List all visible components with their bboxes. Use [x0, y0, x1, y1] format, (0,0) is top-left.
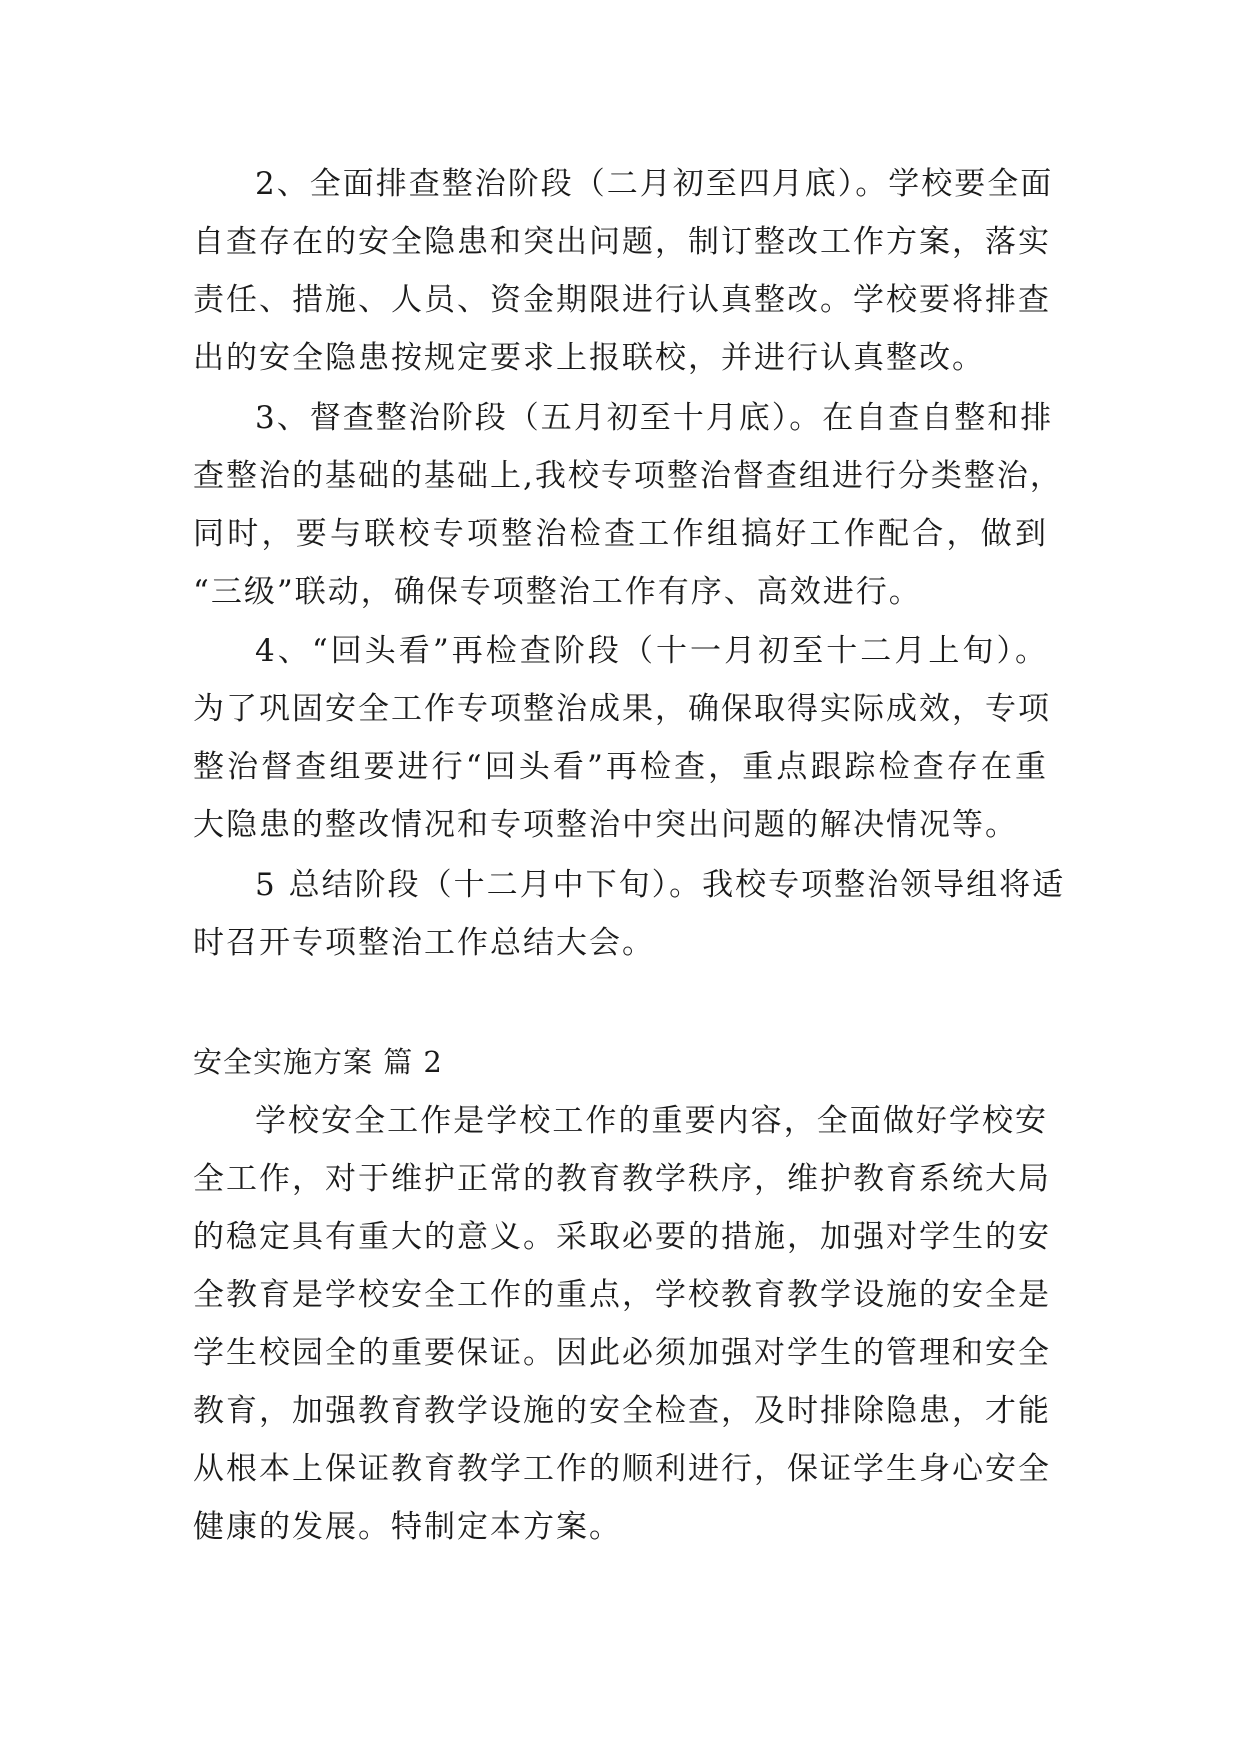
intro-line-1: 学校安全工作是学校工作的重要内容，全面做好学校安: [255, 1103, 1048, 1139]
intro-line-7: 从根本上保证教育教学工作的顺利进行，保证学生身心安全: [193, 1451, 1051, 1487]
paragraph-4-line-4: 大隐患的整改情况和专项整治中突出问题的解决情况等。: [193, 807, 1018, 843]
paragraph-4-line-3: 整治督查组要进行“回头看”再检查，重点跟踪检查存在重: [193, 749, 1048, 785]
paragraph-3-line-3: 同时，要与联校专项整治检查工作组搞好工作配合，做到: [193, 516, 1048, 552]
intro-line-4: 全教育是学校安全工作的重点，学校教育教学设施的安全是: [193, 1277, 1051, 1313]
intro-line-3: 的稳定具有重大的意义。采取必要的措施，加强对学生的安: [193, 1219, 1051, 1255]
section-heading: 安全实施方案 篇 2: [193, 1045, 443, 1079]
paragraph-2-line-3: 责任、措施、人员、资金期限进行认真整改。学校要将排查: [193, 282, 1051, 318]
intro-line-8: 健康的发展。特制定本方案。: [193, 1509, 622, 1545]
paragraph-3-line-2: 查整治的基础的基础上,我校专项整治督查组进行分类整治，: [193, 458, 1063, 494]
paragraph-4-line-1: 4、“回头看”再检查阶段（十一月初至十二月上旬）。: [255, 633, 1048, 669]
paragraph-5-line-1: 5 总结阶段（十二月中下旬）。我校专项整治领导组将适: [255, 867, 1066, 903]
intro-line-5: 学生校园全的重要保证。因此必须加强对学生的管理和安全: [193, 1335, 1051, 1371]
paragraph-4-line-2: 为了巩固安全工作专项整治成果，确保取得实际成效，专项: [193, 691, 1051, 727]
paragraph-2-line-1: 2、全面排查整治阶段（二月初至四月底）。学校要全面: [255, 166, 1054, 202]
paragraph-3-line-1: 3、督查整治阶段（五月初至十月底）。在自查自整和排: [255, 400, 1054, 436]
paragraph-5-line-2: 时召开专项整治工作总结大会。: [193, 925, 655, 961]
paragraph-2-line-4: 出的安全隐患按规定要求上报联校，并进行认真整改。: [193, 340, 985, 376]
paragraph-3-line-4: “三级”联动，确保专项整治工作有序、高效进行。: [193, 574, 922, 610]
intro-line-6: 教育，加强教育教学设施的安全检查，及时排除隐患，才能: [193, 1393, 1051, 1429]
paragraph-2-line-2: 自查存在的安全隐患和突出问题，制订整改工作方案，落实: [193, 224, 1051, 260]
intro-line-2: 全工作，对于维护正常的教育教学秩序，维护教育系统大局: [193, 1161, 1051, 1197]
